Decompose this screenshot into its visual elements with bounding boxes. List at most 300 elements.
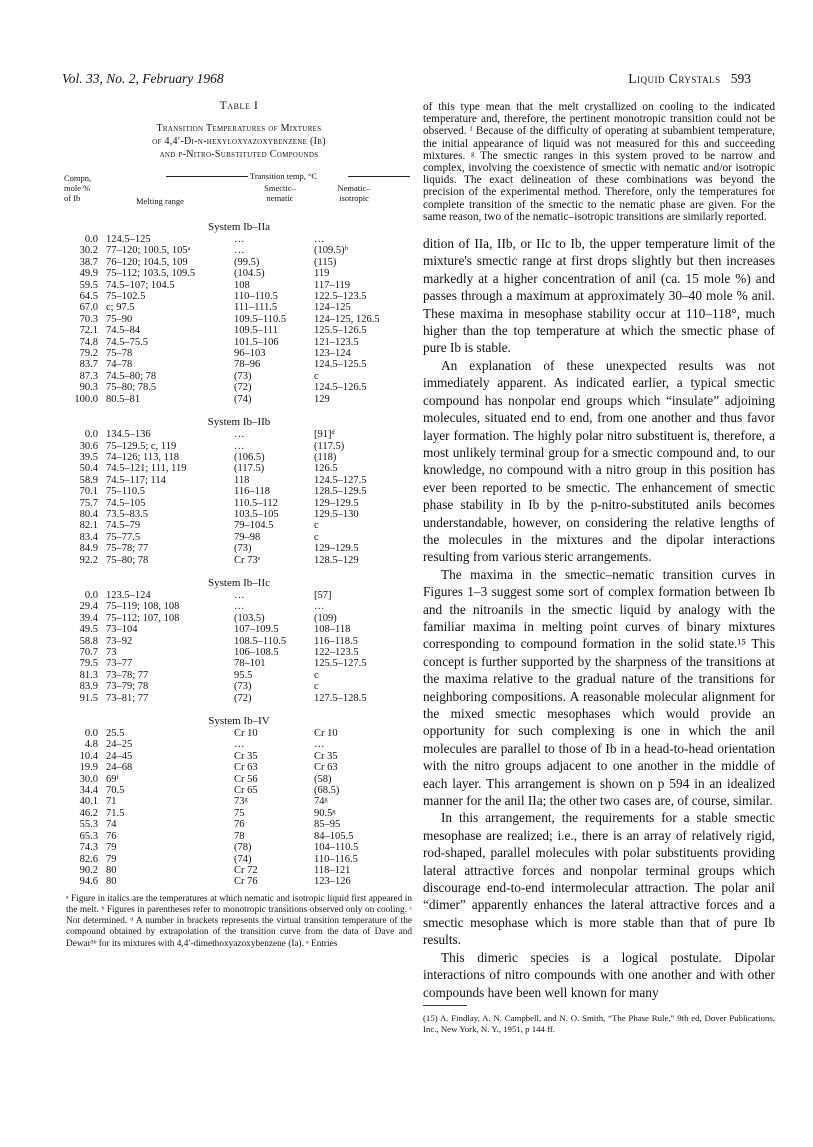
cell-smectic-nematic: (73): [234, 681, 252, 693]
cell-nematic-isotropic: 90.5ᵍ: [314, 807, 336, 819]
cell-smectic-nematic: 111–111.5: [234, 302, 278, 314]
cell-nematic-isotropic: 124.5–127.5: [314, 474, 367, 486]
cell-melting-range: 75–90: [106, 313, 133, 325]
cell-melting-range: 73–104: [106, 624, 138, 636]
cell-smectic-nematic: …: [234, 739, 245, 751]
header-melting: Melting range: [136, 196, 184, 206]
cell-smectic-nematic: Cr 65: [234, 785, 258, 797]
cell-nematic-isotropic: 129.5–130: [314, 508, 359, 520]
cell-smectic-nematic: 109.5–111: [234, 325, 278, 337]
footnote-continuation: of this type mean that the melt crystallized on cooling to the indicated temperature and, therefore, the pertinent monotropic transition could not be observed. ᶠ Because of the difficulty of operating at subambient temperature, the initial appearance of liquid was not measured for this and succeeding mixtures. ᵍ The smectic ranges in this system proved to be narrow and complex, involving the coexistence of smectic with nematic and/or isotropic liquids. The exact delineation of these combinations was beyond the precision of the experimental method. Therefore, only the temperatures for complete transition of the smectic to the nematic phase are given. For the same reason, two of the nematic–isotropic transitions are similarly reported.: [423, 101, 775, 223]
cell-nematic-isotropic: (118): [314, 451, 337, 463]
cell-melting-range: 70.5: [106, 785, 125, 797]
body-paragraph: In this arrangement, the requirements for a stable smectic mesophase are realized; i.e., there is an array of relatively rigid, rod-shaped, parallel molecules with polar substituents providing lateral attractive forces and nonpolar terminal groups which discourage end-to-end intermolecular attraction. The polar anil “dimer” apparently enhances the lateral attractive forces and a smectic mesophase which is more stable than that of pure Ib results.: [423, 810, 775, 948]
cell-melting-range: 73: [106, 647, 117, 658]
header-nematic: [324, 183, 384, 203]
cell-composition: 70.3: [79, 313, 98, 325]
cell-smectic-nematic: 78: [234, 830, 245, 842]
cell-smectic-nematic: Cr 63: [234, 762, 258, 774]
cell-nematic-isotropic: 128.5–129: [314, 554, 359, 566]
cell-composition: 29.4: [79, 601, 98, 613]
cell-composition: 49.9: [79, 268, 98, 280]
cell-nematic-isotropic: 122.5–123.5: [314, 291, 367, 303]
cell-smectic-nematic: (73): [234, 543, 252, 555]
cell-melting-range: 134.5–136: [106, 429, 151, 441]
cell-nematic-isotropic: Cr 63: [314, 762, 338, 774]
cell-composition: 83.7: [79, 359, 98, 371]
cell-composition: 39.4: [79, 612, 98, 624]
cell-smectic-nematic: Cr 72: [234, 864, 258, 876]
table-row: [66, 348, 420, 359]
cell-nematic-isotropic: 104–110.5: [314, 842, 359, 854]
cell-composition: 0.0: [84, 589, 98, 601]
cell-nematic-isotropic: 128.5–129.5: [314, 486, 367, 498]
body-paragraph: dition of IIa, IIb, or IIc to Ib, the upper temperature limit of the mixture's smectic range at first drops slightly but then increases markedly at a higher concentration of anil (ca. 15 mole %) and passes through a maximum at approximately 30–40 mole % anil. These maxima in mesophase stability occur at 110–118°, much higher than the top temperature at which the smectic phase of pure Ib is stable.: [423, 236, 775, 356]
table-row: [66, 739, 420, 750]
cell-composition: 10.4: [79, 750, 98, 762]
cell-smectic-nematic: Cr 35: [234, 750, 258, 762]
cell-melting-range: 73–92: [106, 635, 133, 647]
cell-nematic-isotropic: 84–105.5: [314, 830, 354, 842]
table-footnotes: ᵃ Figure in italics are the temperatures at which nematic and isotropic liquid first appeared in the melt. ᵇ Figures in parentheses refer to monotropic transitions observed only on cooling. ᶜ Not determined. ᵈ A number in brackets represents the virtual transition temperature of the compound obtained by extrapolation of the transition curve from the data of Dave and Dewar³ᵇ for its mixtures with 4,4′-dimethoxyazoxybenzene (Ia). ᵉ Entries: [66, 893, 412, 949]
table-row: [66, 268, 420, 279]
cell-composition: 30.6: [79, 440, 98, 452]
table-row: [66, 842, 420, 853]
cell-smectic-nematic: 110–110.5: [234, 291, 278, 303]
cell-composition: 82.1: [79, 520, 98, 532]
table-row: [66, 452, 420, 463]
cell-composition: 75.7: [79, 497, 98, 509]
cell-nematic-isotropic: 122–123.5: [314, 647, 359, 658]
cell-melting-range: 25.5: [106, 728, 125, 740]
table-row: [66, 429, 420, 440]
cell-nematic-isotropic: 117–119: [314, 279, 350, 291]
table-row: [66, 876, 420, 887]
cell-nematic-isotropic: c: [314, 531, 319, 543]
header-smectic-line: Smectic–: [264, 183, 296, 193]
cell-melting-range: 74.5–75.5: [106, 336, 148, 348]
cell-melting-range: 71.5: [106, 807, 125, 819]
running-header-right: [628, 71, 751, 87]
cell-nematic-isotropic: 116–118.5: [314, 635, 358, 647]
cell-melting-range: 71: [106, 796, 117, 808]
cell-composition: 0.0: [84, 728, 98, 740]
table-row: [66, 693, 420, 704]
cell-composition: 39.5: [79, 451, 98, 463]
cell-smectic-nematic: (117.5): [234, 463, 265, 475]
cell-nematic-isotropic: 129: [314, 393, 330, 405]
cell-nematic-isotropic: 124–125: [314, 302, 351, 314]
cell-composition: 38.7: [79, 256, 98, 268]
header-compn-line: Compn,: [64, 173, 92, 183]
cell-melting-range: 77–120; 100.5, 105ᵃ: [106, 245, 191, 257]
cell-melting-range: 74–78: [106, 359, 133, 371]
cell-nematic-isotropic: (115): [314, 256, 337, 268]
cell-composition: 83.9: [79, 681, 98, 693]
cell-smectic-nematic: 108: [234, 279, 250, 291]
cell-melting-range: 80: [106, 864, 117, 876]
table-row: [66, 325, 420, 336]
table-row: [66, 774, 420, 785]
cell-composition: 19.9: [79, 762, 98, 774]
cell-smectic-nematic: 79–104.5: [234, 520, 274, 532]
header-nematic-line: isotropic: [339, 193, 369, 203]
table-row: [66, 463, 420, 474]
table-row: [66, 865, 420, 876]
cell-smectic-nematic: (104.5): [234, 268, 265, 280]
cell-smectic-nematic: 95.5: [234, 669, 253, 681]
cell-nematic-isotropic: 124.5–125.5: [314, 359, 367, 371]
table-row: [66, 624, 420, 635]
table-row: [66, 762, 420, 773]
cell-melting-range: 73.5–83.5: [106, 508, 148, 520]
cell-melting-range: 75–102.5: [106, 291, 146, 303]
cell-smectic-nematic: Cr 73ᵉ: [234, 554, 261, 566]
cell-composition: 58.8: [79, 635, 98, 647]
table-row: [66, 359, 420, 370]
cell-melting-range: 75–112; 107, 108: [106, 612, 180, 624]
table-row: [66, 245, 420, 256]
table-row: [66, 808, 420, 819]
cell-smectic-nematic: …: [234, 234, 245, 245]
cell-smectic-nematic: …: [234, 429, 245, 441]
header-compn-line: of Ib: [64, 193, 81, 203]
left-column: [66, 100, 412, 950]
table-row: [66, 728, 420, 739]
table-row: [66, 854, 420, 865]
cell-melting-range: 124.5–125: [106, 234, 151, 245]
cell-smectic-nematic: Cr 56: [234, 773, 258, 785]
cell-melting-range: 74.5–79: [106, 520, 141, 532]
body-paragraph: This dimeric species is a logical postulate. Dipolar interactions of nitro compounds with one another and with other compounds have been well known for many: [423, 949, 775, 1000]
table-row: [66, 613, 420, 624]
header-rule-right: [348, 176, 410, 177]
cell-melting-range: 75–110.5: [106, 486, 145, 498]
table-row: [66, 751, 420, 762]
table-row: [66, 257, 420, 268]
table-row: [66, 647, 420, 658]
cell-melting-range: 73–77: [106, 658, 133, 670]
cell-composition: 79.2: [79, 348, 98, 360]
table-row: [66, 831, 420, 842]
right-column: [423, 101, 775, 1035]
header-smectic-line: nematic: [266, 193, 294, 203]
cell-nematic-isotropic: c: [314, 681, 319, 693]
table-row: [66, 681, 420, 692]
cell-smectic-nematic: (106.5): [234, 451, 265, 463]
header-compn: [64, 173, 91, 203]
cell-composition: 82.6: [79, 853, 98, 865]
table-row: [66, 796, 420, 807]
cell-melting-range: 76–120; 104.5, 109: [106, 256, 188, 268]
cell-smectic-nematic: 76: [234, 819, 245, 831]
cell-melting-range: 74.5–121; 111, 119: [106, 463, 187, 475]
cell-composition: 30.0: [79, 773, 98, 785]
cell-smectic-nematic: 116–118: [234, 486, 270, 498]
cell-smectic-nematic: …: [234, 589, 245, 601]
cell-nematic-isotropic: 124.5–126.5: [314, 382, 367, 394]
cell-nematic-isotropic: 125.5–127.5: [314, 658, 367, 670]
table-row: [66, 441, 420, 452]
cell-smectic-nematic: 73ᵍ: [234, 796, 248, 808]
cell-smectic-nematic: 79–98: [234, 531, 261, 543]
cell-smectic-nematic: 106–108.5: [234, 647, 279, 658]
cell-nematic-isotropic: (109.5)ᵇ: [314, 245, 348, 257]
cell-smectic-nematic: (78): [234, 842, 252, 854]
cell-melting-range: 24–25: [106, 739, 133, 751]
cell-composition: 70.1: [79, 486, 98, 498]
cell-smectic-nematic: 107–109.5: [234, 624, 279, 636]
cell-smectic-nematic: 103.5–105: [234, 508, 279, 520]
cell-smectic-nematic: 109.5–110.5: [234, 313, 287, 325]
table-row: [66, 636, 420, 647]
cell-smectic-nematic: 118: [234, 474, 250, 486]
cell-smectic-nematic: 78–101: [234, 658, 266, 670]
table-row: [66, 670, 420, 681]
cell-nematic-isotropic: c: [314, 370, 319, 382]
table-row: [66, 314, 420, 325]
cell-smectic-nematic: …: [234, 245, 245, 257]
cell-smectic-nematic: (103.5): [234, 612, 265, 624]
cell-melting-range: 75–119; 108, 108: [106, 601, 180, 613]
cell-nematic-isotropic: 127.5–128.5: [314, 692, 367, 704]
cell-nematic-isotropic: (117.5): [314, 440, 345, 452]
cell-smectic-nematic: 108.5–110.5: [234, 635, 287, 647]
cell-composition: 81.3: [79, 669, 98, 681]
system-heading: System Ib–IIb: [207, 416, 271, 429]
cell-melting-range: 75–129.5; c, 119: [106, 440, 177, 452]
cell-melting-range: 123.5–124: [106, 589, 151, 601]
cell-melting-range: 75–80; 78.5: [106, 382, 157, 394]
table-title-line: Transition Temperatures of Mixtures: [156, 123, 322, 134]
page-number: 593: [730, 71, 751, 86]
cell-smectic-nematic: (72): [234, 382, 252, 394]
system-gap: [66, 566, 412, 575]
table-row: [66, 590, 420, 601]
system-table: [66, 234, 420, 405]
cell-nematic-isotropic: …: [314, 739, 325, 751]
table-row: [66, 785, 420, 796]
cell-smectic-nematic: (72): [234, 692, 252, 704]
body-paragraph: The maxima in the smectic–nematic transition curves in Figures 1–3 suggest some sort of complex formation between Ib and the nitroanils in the smectic liquid by analogy with the familiar maxima in melting point curves of binary mixtures corresponding to compound formation in the solid state.¹⁵ This concept is further supported by the sharpness of the transitions at the maxima relative to the gradual nature of the transitions for neighboring compositions. A reasonable molecular alignment for the mixed smectic mesophases which would provide an opportunity for such complexing is one in which the anil molecules are parallel to those of Ib in a head-to-head orientation with the nitro groups adjacent to one another in the middle of each layer. This arrangement is shown on p 594 in an idealized manner for the anil IIa; the other two cases are, of course, similar.: [423, 566, 775, 809]
cell-composition: 0.0: [84, 429, 98, 441]
cell-nematic-isotropic: (109): [314, 612, 337, 624]
system-gap: [66, 704, 412, 713]
table-row: [66, 658, 420, 669]
table-row: [66, 555, 420, 566]
cell-melting-range: 74.5–107; 104.5: [106, 279, 175, 291]
cell-nematic-isotropic: Cr 35: [314, 750, 338, 762]
cell-melting-range: 76: [106, 830, 117, 842]
table-row: [66, 543, 420, 554]
cell-melting-range: 75–80; 78: [106, 554, 149, 566]
table-row: [66, 382, 420, 393]
cell-smectic-nematic: (73): [234, 370, 252, 382]
cell-composition: 59.5: [79, 279, 98, 291]
table-row: [66, 498, 420, 509]
system-table: [66, 590, 420, 704]
cell-composition: 91.5: [79, 692, 98, 704]
running-header-title: Liquid Crystals: [628, 71, 721, 86]
table-row: [66, 371, 420, 382]
cell-nematic-isotropic: 124–125, 126.5: [314, 313, 380, 325]
cell-melting-range: 73–79; 78: [106, 681, 149, 693]
cell-nematic-isotropic: c: [314, 669, 319, 681]
cell-melting-range: 74.5–105: [106, 497, 146, 509]
cell-melting-range: 73–78; 77: [106, 669, 149, 681]
table-row: [66, 486, 420, 497]
cell-composition: 79.5: [79, 658, 98, 670]
cell-nematic-isotropic: 119: [314, 268, 330, 280]
cell-melting-range: 74: [106, 819, 117, 831]
table-row: [66, 337, 420, 348]
cell-composition: 74.3: [79, 842, 98, 854]
cell-nematic-isotropic: 85–95: [314, 819, 341, 831]
system-table: [66, 728, 420, 888]
cell-nematic-isotropic: [91]ᵈ: [314, 429, 335, 441]
cell-composition: 87.3: [79, 370, 98, 382]
cell-nematic-isotropic: …: [314, 601, 325, 613]
table-row: [66, 291, 420, 302]
cell-composition: 50.4: [79, 463, 98, 475]
cell-melting-range: 80: [106, 876, 117, 888]
cell-nematic-isotropic: 129–129.5: [314, 543, 359, 555]
header-transition: Transition temp, °C: [250, 171, 318, 181]
cell-nematic-isotropic: 123–126: [314, 876, 351, 888]
cell-composition: 55.3: [79, 819, 98, 831]
system-gap: [66, 405, 412, 414]
cell-composition: 49.5: [79, 624, 98, 636]
cell-composition: 84.9: [79, 543, 98, 555]
cell-melting-range: 75–77.5: [106, 531, 141, 543]
cell-melting-range: 73–81; 77: [106, 692, 149, 704]
table-row: [66, 819, 420, 830]
cell-melting-range: 24–68: [106, 762, 133, 774]
cell-composition: 72.1: [79, 325, 98, 337]
table-body: [66, 220, 412, 888]
cell-nematic-isotropic: 110–116.5: [314, 853, 358, 865]
cell-composition: 46.2: [79, 807, 98, 819]
cell-melting-range: c; 97.5: [106, 302, 135, 314]
header-compn-line: mole %: [64, 183, 91, 193]
cell-nematic-isotropic: 129–129.5: [314, 497, 359, 509]
cell-smectic-nematic: (74): [234, 853, 252, 865]
cell-smectic-nematic: (74): [234, 393, 252, 405]
cell-nematic-isotropic: 125.5–126.5: [314, 325, 367, 337]
cell-nematic-isotropic: 123–124: [314, 348, 351, 360]
table-row: [66, 532, 420, 543]
reference-rule: [423, 1005, 467, 1006]
cell-nematic-isotropic: 126.5: [314, 463, 338, 475]
table-label: Table I: [219, 100, 259, 112]
cell-nematic-isotropic: 121–123.5: [314, 336, 359, 348]
cell-smectic-nematic: Cr 10: [234, 728, 258, 740]
cell-smectic-nematic: 110.5–112: [234, 497, 278, 509]
cell-nematic-isotropic: (68.5): [314, 785, 340, 797]
cell-melting-range: 74–126; 113, 118: [106, 451, 180, 463]
system-heading: System Ib–IIc: [207, 576, 270, 589]
cell-composition: 92.2: [79, 554, 98, 566]
cell-melting-range: 75–112; 103.5, 109.5: [106, 268, 196, 280]
running-header-volume: Vol. 33, No. 2, February 1968: [62, 71, 224, 86]
cell-composition: 74.8: [79, 336, 98, 348]
cell-composition: 40.1: [79, 796, 98, 808]
cell-nematic-isotropic: 108–118: [314, 624, 351, 636]
cell-composition: 67.0: [79, 302, 98, 314]
reference-15: (15) A. Findlay, A. N. Campbell, and N. O. Smith, “The Phase Rule,” 9th ed, Dover Publications, Inc., New York, N. Y., 1951, p 144 ff.: [423, 1012, 775, 1035]
system-heading: System Ib–IIa: [207, 221, 270, 233]
cell-composition: 65.3: [79, 830, 98, 842]
cell-smectic-nematic: 78–96: [234, 359, 261, 371]
cell-composition: 58.9: [79, 474, 98, 486]
cell-melting-range: 69ᶠ: [106, 773, 119, 785]
table-title: [66, 122, 412, 161]
cell-composition: 83.4: [79, 531, 98, 543]
cell-smectic-nematic: 101.5–106: [234, 336, 279, 348]
cell-composition: 70.7: [79, 647, 98, 658]
table-title-line: of 4,4′-Di-n-hexyloxyazoxybenzene (Ib): [152, 136, 326, 147]
cell-smectic-nematic: …: [234, 440, 245, 452]
cell-melting-range: 80.5–81: [106, 393, 141, 405]
body-paragraph: An explanation of these unexpected results was not immediately apparent. As indicated earlier, a typical smectic compound has nonpolar end groups which “insulate” adjoining molecules, situated end to end, from one another and thus favor layer formation. The highly polar nitro substituent is, therefore, a most unlikely terminal group for a smectic compound and, to our knowledge, no compound with a nitro group in this position has ever been reported to be smectic. The enhancement of smectic phase stability in Ib by the p-nitro-substituted anils becomes understandable, however, on considering the relative lengths of the molecules in the mixtures and the dipolar interactions resulting from various steric arrangements.: [423, 357, 775, 565]
cell-melting-range: 74.5–84: [106, 325, 141, 337]
table-row: [66, 601, 420, 612]
cell-composition: 94.6: [79, 876, 98, 888]
table-row: [66, 509, 420, 520]
cell-melting-range: 79: [106, 853, 117, 865]
cell-composition: 90.3: [79, 382, 98, 394]
table-row: [66, 280, 420, 291]
cell-composition: 0.0: [84, 234, 98, 245]
table-row: [66, 394, 420, 405]
header-smectic: [252, 183, 308, 203]
cell-composition: 80.4: [79, 508, 98, 520]
cell-composition: 64.5: [79, 291, 98, 303]
table-row: [66, 234, 420, 245]
cell-nematic-isotropic: [57]: [314, 589, 332, 601]
table-row: [66, 475, 420, 486]
table-title-line: and p-Nitro-Substituted Compounds: [159, 149, 319, 160]
cell-smectic-nematic: …: [234, 601, 245, 613]
cell-melting-range: 74.5–80; 78: [106, 370, 157, 382]
header-rule-left: [166, 176, 248, 177]
cell-smectic-nematic: Cr 76: [234, 876, 258, 888]
cell-melting-range: 24–45: [106, 750, 133, 762]
cell-nematic-isotropic: (58): [314, 773, 332, 785]
cell-composition: 100.0: [74, 393, 98, 405]
cell-composition: 34.4: [79, 785, 98, 797]
cell-composition: 4.8: [84, 739, 98, 751]
cell-nematic-isotropic: …: [314, 234, 325, 245]
table-header: [66, 171, 412, 219]
cell-smectic-nematic: 96–103: [234, 348, 266, 360]
table-row: [66, 302, 420, 313]
header-nematic-line: Nematic–: [337, 183, 371, 193]
cell-smectic-nematic: 75: [234, 807, 245, 819]
cell-nematic-isotropic: Cr 10: [314, 728, 338, 740]
cell-melting-range: 75–78: [106, 348, 133, 360]
cell-melting-range: 74.5–117; 114: [106, 474, 166, 486]
system-table: [66, 429, 420, 566]
table-row: [66, 520, 420, 531]
cell-smectic-nematic: (99.5): [234, 256, 260, 268]
cell-melting-range: 79: [106, 842, 117, 854]
cell-composition: 30.2: [79, 245, 98, 257]
system-heading: System Ib–IV: [208, 715, 270, 728]
cell-nematic-isotropic: c: [314, 520, 319, 532]
cell-melting-range: 75–78; 77: [106, 543, 149, 555]
cell-composition: 90.2: [79, 864, 98, 876]
